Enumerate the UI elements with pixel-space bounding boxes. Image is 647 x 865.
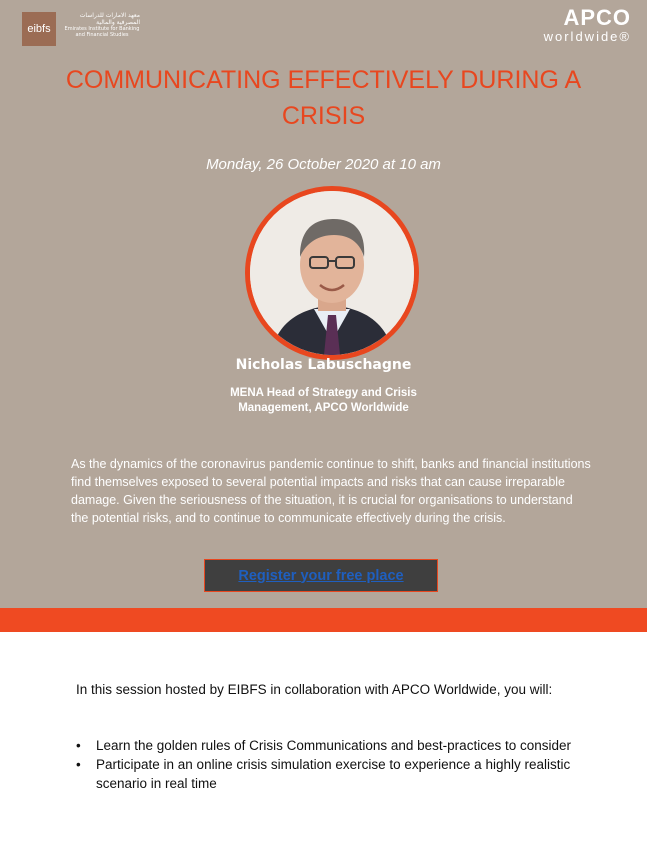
list-item (76, 736, 586, 755)
eibfs-english-name: Emirates Institute for Banking and Financial Studies (64, 26, 140, 38)
session-bullet-list (76, 736, 586, 793)
event-description: As the dynamics of the coronavirus pandemic continue to shift, banks and financial institutions find themselves exposed to several potential impacts and risks that can cause irreparable damage. Given the seriousness of the situation, it is crucial for organisations to understand the potential risks, and to continue to communicate effectively during the crisis. (71, 457, 591, 525)
eibfs-logo[interactable] (22, 12, 140, 46)
speaker-name: Nicholas Labuschagne (235, 357, 412, 373)
speaker-portrait-icon (250, 191, 414, 355)
event-date: Monday, 26 October 2020 at 10 am (206, 156, 441, 173)
list-item (76, 755, 586, 793)
apco-logo[interactable] (544, 6, 631, 44)
list-item-text: Learn the golden rules of Crisis Communications and best-practices to consider (96, 738, 571, 753)
event-title: COMMUNICATING EFFECTIVELY DURING A CRISIS (65, 66, 582, 130)
apco-logo-name: APCO (563, 5, 631, 30)
divider-band (0, 608, 647, 632)
list-item-text: Participate in an online crisis simulation exercise to experience a highly realistic scenario in real time (96, 757, 571, 791)
register-button[interactable] (204, 559, 438, 592)
speaker-photo (245, 186, 419, 360)
speaker-title: MENA Head of Strategy and Crisis Management, APCO Worldwide (230, 387, 417, 414)
apco-logo-tagline: worldwide® (543, 29, 631, 44)
session-intro: In this session hosted by EIBFS in collaboration with APCO Worldwide, you will: (76, 682, 553, 697)
eibfs-logo-text (64, 12, 140, 38)
eibfs-logo-mark: eibfs (22, 12, 56, 46)
bullet-icon: • (76, 738, 81, 753)
eibfs-arabic-name: معهد الامارات للدراسات المصرفية والمالية (79, 12, 140, 26)
register-link[interactable]: Register your free place (238, 567, 404, 584)
bullet-icon: • (76, 757, 81, 772)
